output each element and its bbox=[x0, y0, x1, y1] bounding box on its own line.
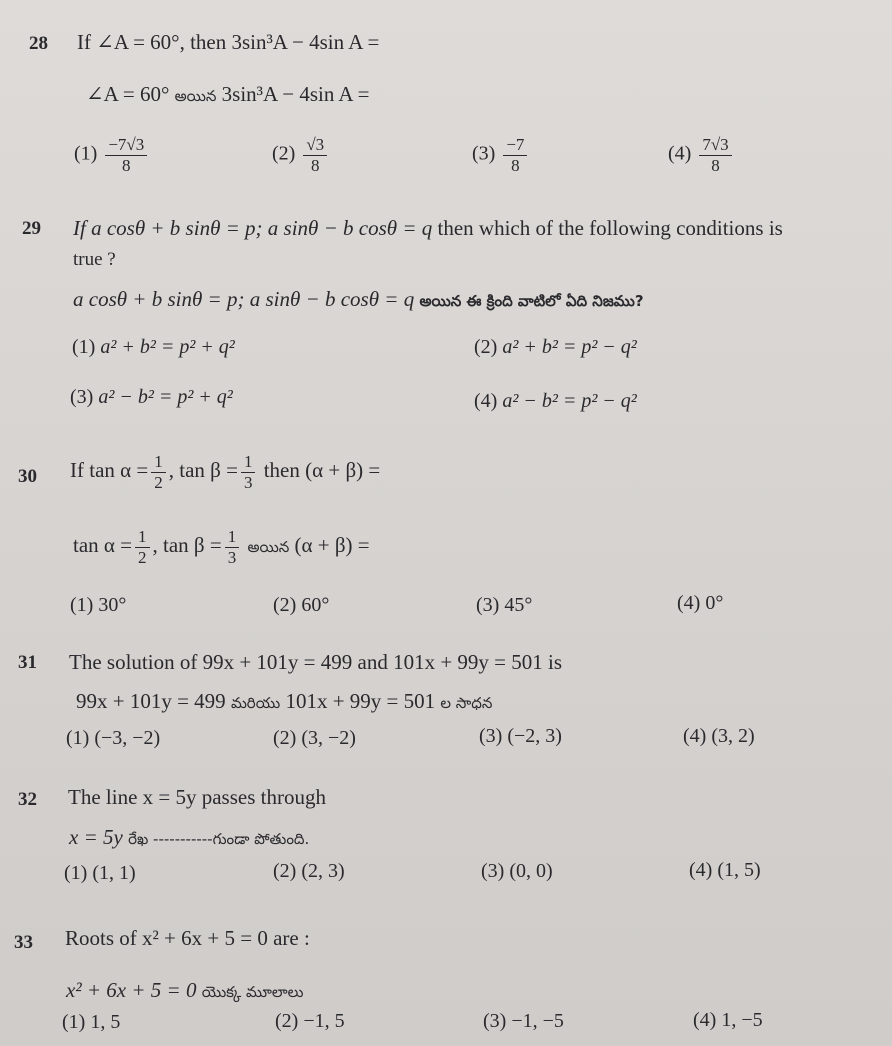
option-text: 0° bbox=[705, 592, 724, 614]
option-label: (1) bbox=[66, 727, 90, 749]
question-text-en: Roots of x² + 6x + 5 = 0 are : bbox=[65, 926, 310, 950]
option-3[interactable] bbox=[481, 860, 553, 883]
te-math: ∠A = 60° bbox=[86, 82, 170, 106]
denominator: 8 bbox=[311, 155, 320, 175]
denominator: 2 bbox=[154, 472, 163, 492]
option-text: 45° bbox=[504, 594, 533, 616]
fraction bbox=[151, 452, 166, 492]
numerator: 1 bbox=[151, 452, 166, 473]
option-label: (2) bbox=[273, 860, 297, 882]
option-label: (3) bbox=[472, 142, 496, 165]
option-3[interactable] bbox=[483, 1010, 564, 1033]
option-text: (1, 1) bbox=[92, 862, 136, 884]
tan-beta: tan β = bbox=[163, 532, 222, 557]
te-math: x = 5y bbox=[69, 825, 123, 849]
numerator: 1 bbox=[135, 527, 150, 548]
option-4[interactable] bbox=[683, 725, 755, 748]
question-number: 30 bbox=[18, 466, 37, 487]
option-label: (4) bbox=[693, 1009, 717, 1031]
option-label: (1) bbox=[74, 142, 98, 165]
question-text-en: If tan α = $\frac{1}{2}$ , tan β = $\frac{1}{3}$ then (α + β) = bbox=[70, 452, 381, 492]
tan-beta: tan β = bbox=[179, 457, 238, 482]
option-text: a² + b² = p² − q² bbox=[502, 336, 637, 358]
option-label: (4) bbox=[689, 859, 713, 881]
question-text-en-cont: true ? bbox=[73, 249, 116, 270]
option-text: (−3, −2) bbox=[94, 727, 161, 749]
option-4[interactable] bbox=[689, 859, 761, 882]
en-if: If bbox=[70, 457, 84, 482]
fraction bbox=[105, 135, 147, 175]
te-text: యొక్క మూలాలు bbox=[201, 983, 304, 1001]
fraction bbox=[699, 135, 731, 175]
option-label: (4) bbox=[677, 592, 701, 614]
option-label: (4) bbox=[668, 142, 692, 165]
question-text-te: tan α = $\frac{1}{2}$ , tan β = $\frac{1}{3}$ అయిన (α + β) = bbox=[73, 527, 370, 567]
option-label: (1) bbox=[70, 594, 94, 616]
option-4[interactable] bbox=[474, 390, 637, 413]
numerator: −7 bbox=[503, 135, 527, 156]
option-label: (3) bbox=[483, 1010, 507, 1032]
option-4[interactable] bbox=[668, 135, 735, 175]
option-text: a² − b² = p² − q² bbox=[502, 390, 637, 412]
te-expr: 3sin³A − 4sin A = bbox=[221, 82, 370, 106]
fraction bbox=[225, 527, 240, 567]
option-text: 30° bbox=[98, 594, 127, 616]
question-text-en bbox=[73, 216, 783, 241]
te-math: a cosθ + b sinθ = p; a sinθ − b cosθ = q bbox=[73, 287, 415, 311]
question-text-te bbox=[66, 978, 303, 1005]
option-text: (1, 5) bbox=[717, 859, 761, 881]
denominator: 8 bbox=[122, 155, 131, 175]
option-text: 60° bbox=[301, 594, 330, 616]
option-text: 1, 5 bbox=[90, 1011, 121, 1033]
en-then: then (α + β) = bbox=[263, 457, 381, 482]
option-text: (3, 2) bbox=[711, 725, 755, 747]
option-3[interactable] bbox=[476, 594, 532, 617]
option-label: (3) bbox=[476, 594, 500, 616]
fraction bbox=[503, 135, 527, 175]
te-word: అయిన bbox=[174, 87, 217, 105]
option-1[interactable] bbox=[70, 594, 126, 617]
option-label: (2) bbox=[474, 336, 498, 358]
denominator: 3 bbox=[227, 547, 237, 567]
denominator: 3 bbox=[243, 472, 253, 492]
numerator: −7√3 bbox=[105, 135, 147, 156]
option-2[interactable] bbox=[275, 1010, 345, 1033]
numerator: √3 bbox=[303, 135, 327, 156]
numerator: 1 bbox=[225, 527, 240, 548]
option-2[interactable] bbox=[272, 135, 330, 175]
te-end: ల సాధన bbox=[440, 694, 493, 712]
question-text-te bbox=[76, 689, 492, 716]
option-label: (1) bbox=[72, 336, 96, 358]
option-1[interactable] bbox=[66, 727, 160, 750]
question-text-te bbox=[73, 287, 644, 314]
option-label: (2) bbox=[273, 594, 297, 616]
option-text: a² − b² = p² + q² bbox=[98, 386, 233, 408]
te-and: మరియు bbox=[230, 694, 281, 712]
option-text: −1, 5 bbox=[303, 1010, 345, 1032]
option-2[interactable] bbox=[273, 860, 345, 883]
option-text: a² + b² = p² + q² bbox=[100, 336, 235, 358]
question-number: 32 bbox=[18, 789, 37, 810]
option-label: (1) bbox=[64, 862, 88, 884]
option-4[interactable] bbox=[677, 592, 723, 615]
question-number: 29 bbox=[22, 218, 41, 239]
numerator: 7√3 bbox=[699, 135, 731, 156]
te-expr: (α + β) = bbox=[294, 532, 370, 557]
option-label: (3) bbox=[70, 386, 94, 408]
option-text: 1, −5 bbox=[721, 1009, 763, 1031]
option-label: (4) bbox=[474, 390, 498, 412]
te-eq1: 99x + 101y = 499 bbox=[76, 689, 226, 713]
option-3[interactable] bbox=[70, 386, 233, 409]
denominator: 2 bbox=[138, 547, 147, 567]
question-number: 33 bbox=[14, 932, 33, 953]
denominator: 8 bbox=[711, 155, 720, 175]
numerator: 1 bbox=[241, 452, 256, 473]
option-label: (1) bbox=[62, 1011, 86, 1033]
en-text: then which of the following conditions is bbox=[437, 216, 783, 240]
option-label: (2) bbox=[275, 1010, 299, 1032]
option-1[interactable] bbox=[64, 862, 136, 885]
en-math: If a cosθ + b sinθ = p; a sinθ − b cosθ = q bbox=[73, 216, 433, 240]
fraction bbox=[303, 135, 327, 175]
option-1[interactable] bbox=[74, 135, 150, 175]
option-3[interactable] bbox=[472, 135, 530, 175]
option-text: (3, −2) bbox=[301, 727, 356, 749]
option-2[interactable] bbox=[273, 594, 329, 617]
option-label: (3) bbox=[481, 860, 505, 882]
option-label: (3) bbox=[479, 725, 503, 747]
option-1[interactable] bbox=[62, 1011, 120, 1034]
option-text: (0, 0) bbox=[509, 860, 553, 882]
denominator: 8 bbox=[511, 155, 520, 175]
option-label: (2) bbox=[273, 727, 297, 749]
option-1[interactable] bbox=[72, 336, 235, 359]
option-text: −1, −5 bbox=[511, 1010, 564, 1032]
question-text-en: If ∠A = 60°, then 3sin³A − 4sin A = bbox=[77, 30, 380, 54]
option-label: (2) bbox=[272, 142, 296, 165]
tan-alpha: tan α = bbox=[89, 457, 149, 482]
question-text-en: The line x = 5y passes through bbox=[68, 785, 326, 809]
question-text-te bbox=[69, 825, 309, 852]
te-text: రేఖ -----------గుండా పోతుంది. bbox=[128, 830, 310, 848]
fraction bbox=[135, 527, 150, 567]
option-label: (4) bbox=[683, 725, 707, 747]
te-eq2: 101x + 99y = 501 bbox=[285, 689, 436, 713]
te-word: అయిన bbox=[247, 537, 290, 556]
option-2[interactable] bbox=[273, 727, 356, 750]
option-4[interactable] bbox=[693, 1009, 763, 1032]
te-text: అయిన ఈ క్రింది వాటిలో ఏది నిజము? bbox=[419, 292, 644, 310]
question-number: 28 bbox=[29, 33, 48, 54]
question-text-en: The solution of 99x + 101y = 499 and 101x + 99y = 501 is bbox=[69, 650, 563, 674]
option-3[interactable] bbox=[479, 725, 562, 748]
question-text-te bbox=[86, 82, 370, 109]
option-text: (2, 3) bbox=[301, 860, 345, 882]
option-text: (−2, 3) bbox=[507, 725, 562, 747]
te-math: x² + 6x + 5 = 0 bbox=[66, 978, 197, 1002]
fraction bbox=[241, 452, 256, 492]
option-2[interactable] bbox=[474, 336, 637, 359]
tan-alpha: tan α = bbox=[73, 532, 133, 557]
question-number: 31 bbox=[18, 652, 37, 673]
